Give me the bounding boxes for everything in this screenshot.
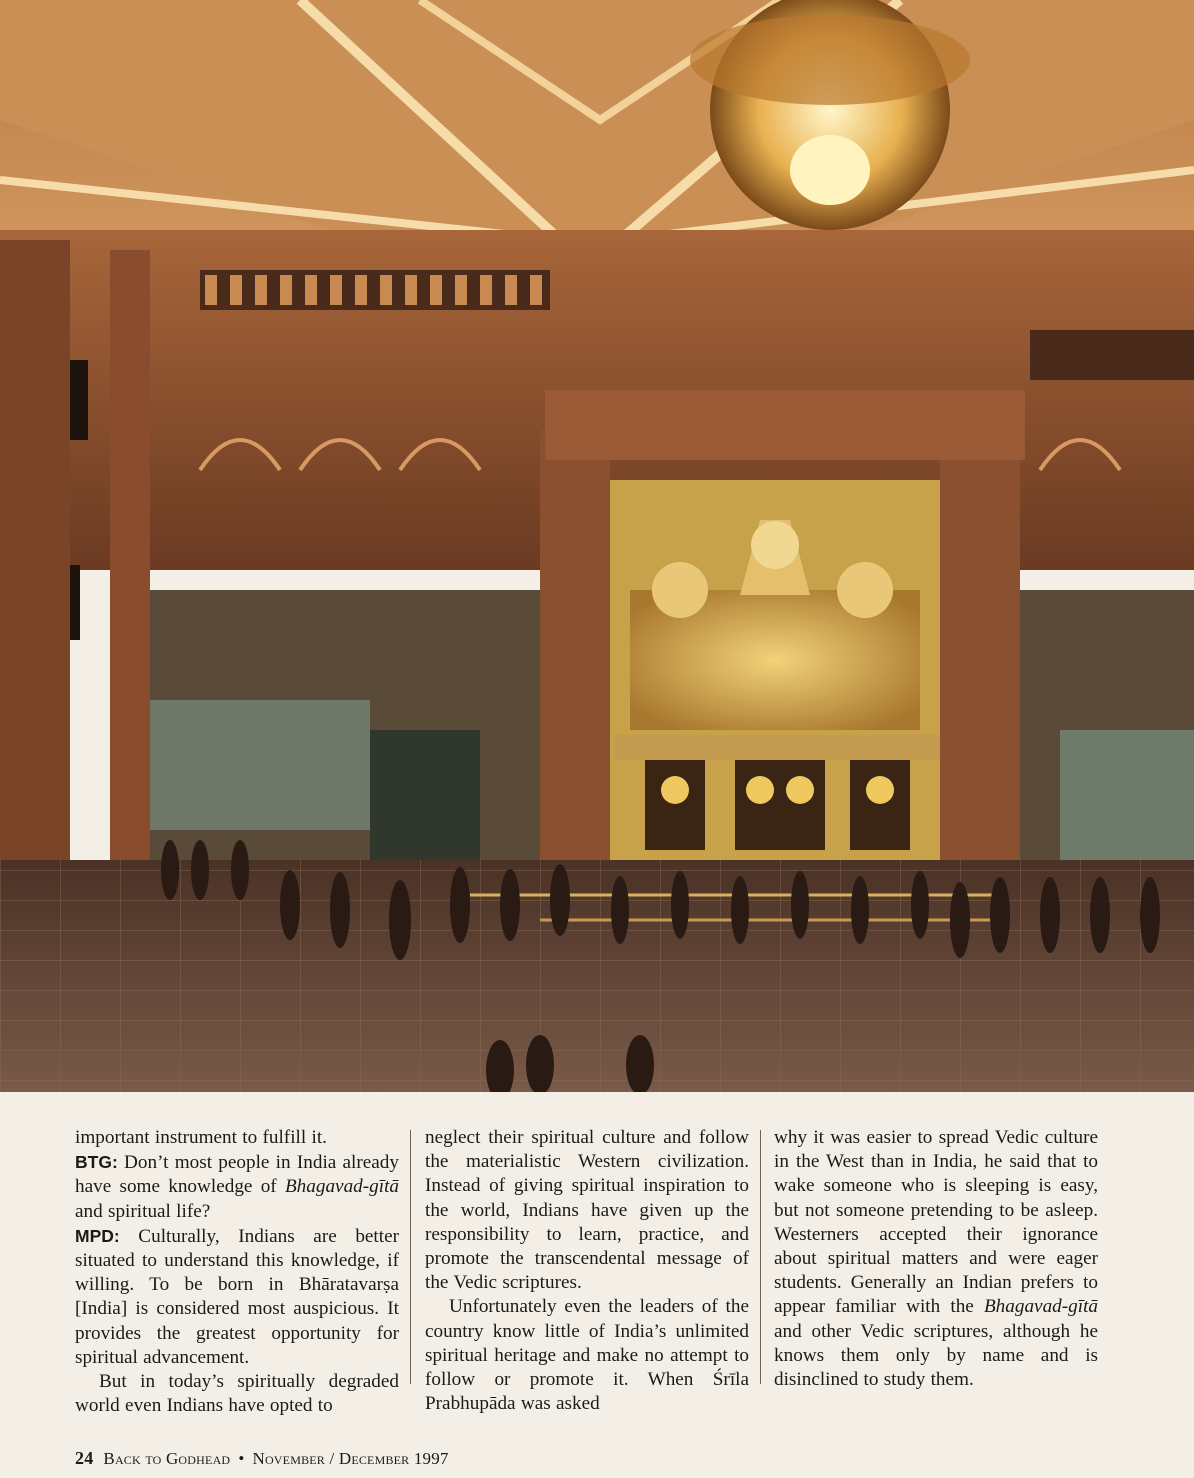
answer-text: Culturally, Indians are better situated to understand this knowledge, if willing. To be born in Bhāratavarṣa [India] is considered most auspicious. It provides the greatest opportunity for spiritual advancement.	[75, 1225, 399, 1368]
text-column-1	[75, 1126, 399, 1418]
question-text: Don’t most people in India already have some knowledge of	[75, 1152, 399, 1198]
column-rule	[410, 1130, 411, 1384]
question-text: and spiritual life?	[75, 1200, 211, 1222]
btg-question	[75, 1150, 399, 1224]
italic-title: Bhagavad-gītā	[284, 1176, 399, 1198]
magazine-title: Back to Godhead	[103, 1449, 231, 1468]
page-number: 24	[75, 1448, 94, 1468]
paragraph-text: and other Vedic scriptures, although he knows them only by name and is disinclined to study them.	[774, 1320, 1098, 1391]
bullet-separator: •	[238, 1449, 245, 1468]
paragraph: important instrument to fulfill it.	[75, 1127, 327, 1148]
paragraph: But in today’s spiritually degraded world even Indians have opted to	[75, 1371, 399, 1417]
paragraph: Unfortunately even the leaders of the country know little of India’s unlimited spiritual heritage and make no attempt to follow or promote it. When Śrīla Prabhupāda was asked	[425, 1296, 749, 1415]
issue-date: November / December 1997	[252, 1449, 449, 1468]
italic-title: Bhagavad-gītā	[983, 1296, 1098, 1318]
btg-label: BTG:	[75, 1152, 118, 1173]
paragraph	[774, 1126, 1098, 1392]
text-column-2	[425, 1126, 749, 1416]
column-rule	[760, 1130, 761, 1384]
mpd-answer	[75, 1224, 399, 1370]
text-column-3	[774, 1126, 1098, 1392]
paragraph: neglect their spiritual culture and follow the materialistic Western civilization. Instead of giving spiritual inspiration to the world, Indians have given up the responsibility to learn, practice, and promote the transcendental message of the Vedic scriptures.	[425, 1127, 749, 1294]
mpd-label: MPD:	[75, 1225, 120, 1246]
paragraph-text: why it was easier to spread Vedic culture in the West than in India, he said that to wake someone who is sleeping is easy, but not someone pretending to be asleep. Westerners accepted their ignorance about spiritual matters and were eager students. Generally an Indian prefers to appear familiar with the	[774, 1127, 1098, 1318]
page-footer	[75, 1448, 449, 1469]
